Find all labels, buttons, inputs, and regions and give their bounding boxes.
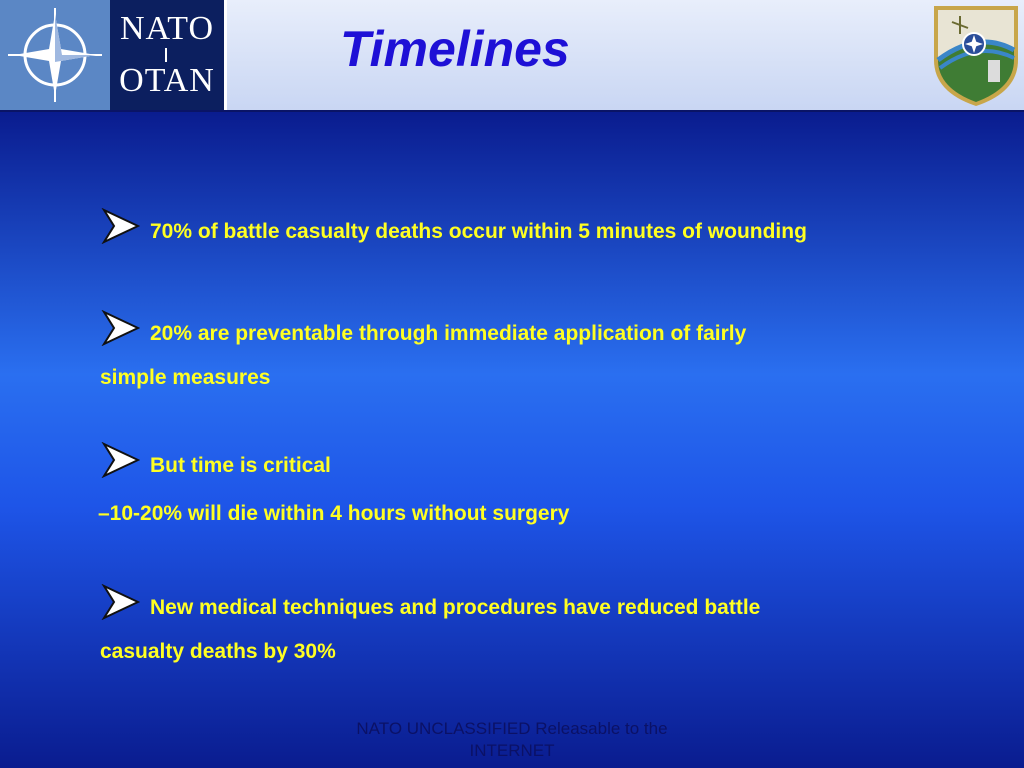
bullet-2 (100, 310, 980, 397)
classification-footer (310, 718, 714, 762)
arrow-bullet-icon (100, 584, 150, 633)
bullet-4-line-1: New medical techniques and procedures have reduced battle (150, 596, 761, 619)
logo-divider (165, 48, 167, 62)
arrow-bullet-icon (100, 310, 150, 359)
bullet-2-line-2: simple measures (100, 366, 271, 389)
logo-line-nato: NATO (119, 10, 215, 47)
footer-line-2: INTERNET (469, 741, 555, 760)
slide-title: Timelines (340, 21, 570, 77)
bullet-2-line-1: 20% are preventable through immediate application of fairly (150, 322, 747, 345)
nato-compass-star-logo (0, 0, 110, 110)
logo-line-otan: OTAN (119, 62, 215, 99)
bullet-3-subpoint: –10-20% will die within 4 hours without surgery (98, 502, 570, 525)
bullet-3-text: But time is critical (150, 454, 331, 477)
compass-star-icon (0, 0, 110, 110)
shield-icon (928, 0, 1024, 110)
slide-header (0, 0, 1024, 112)
arrow-bullet-icon (100, 208, 150, 257)
footer-line-1: NATO UNCLASSIFIED Releasable to the (356, 719, 668, 738)
bullet-3 (100, 442, 980, 491)
nato-otan-wordmark (110, 0, 227, 110)
unit-shield-badge (928, 0, 1024, 110)
bullet-1-text: 70% of battle casualty deaths occur within 5 minutes of wounding (150, 220, 807, 243)
bullet-1 (100, 208, 980, 257)
arrow-bullet-icon (100, 442, 150, 491)
bullet-4 (100, 584, 980, 671)
bullet-4-line-2: casualty deaths by 30% (100, 640, 336, 663)
